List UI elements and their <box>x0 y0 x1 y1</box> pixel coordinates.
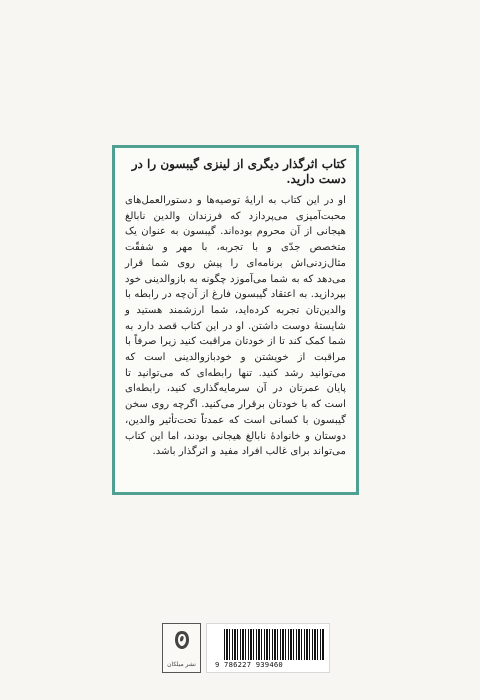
cover-description: او در این کتاب به ارایهٔ توصیه‌ها و دستورالعمل‌های محبت‌آمیزی می‌پردازد که فرزندان والدین نابالغ هیجانی از آن محروم بوده‌اند. گیبسون به عنوان یک متخصص جدّی و با تجربه، با مهر و شفقّت مثال‌زدنی‌اش برنامه‌ای را پیش روی شما قرار می‌دهد که به شما می‌آموزد چگونه به بازوالدینی خود بپردازید. به اعتقاد گیبسون فارغ از آن‌چه در رابطه با والدین‌تان تجربه کرده‌اید، شما ارزشمند هستید و شایستهٔ دوست داشتن. او در این کتاب قصد دارد به شما کمک کند تا از خودتان مراقبت کنید زیرا صرفاً با مراقبت از خویشتن و خودبازوالدینی است که می‌توانید رشد کنید. تنها رابطه‌ای که می‌توانید تا پایان عمرتان در آن سرمایه‌گذاری کنید، رابطه‌ای است که با خودتان برقرار می‌کنید. اگرچه روی سخن گیبسون با کسانی است که عمدتاً تحت‌تأثیر والدین، دوستان و خانوادهٔ نابالغ هیجانی بودند، اما این کتاب می‌تواند برای غالب افراد مفید و اثرگذار باشد. <box>125 195 346 458</box>
publisher-name: نشر میلکان <box>167 661 196 668</box>
publisher-logo-box <box>162 623 201 673</box>
description-frame <box>112 145 359 495</box>
cover-headline: کتاب اثرگذار دیگری از لینزی گیبسون را در دست دارید. <box>131 157 346 186</box>
publisher-logo-icon <box>173 630 191 650</box>
isbn-barcode-box <box>206 623 330 673</box>
isbn-barcode <box>224 629 324 660</box>
isbn-number: 9 786227 939460 <box>215 660 283 669</box>
